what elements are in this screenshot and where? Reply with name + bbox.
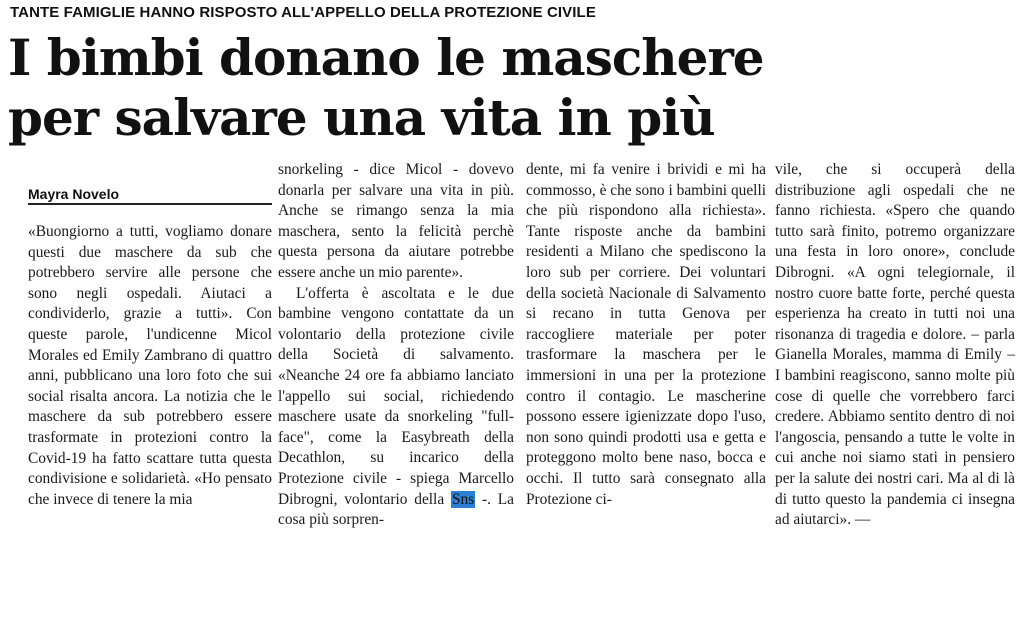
column-2-text-before: L'offerta è ascoltata e le due bambine vengono contattate da un volontario della protezione civile della Società di salvamento. «Neanche 24 ore fa abbiamo lanciato l'appello sui social, richiedendo maschere usate da snorkeling "full-face", come la Easybreath della Decathlon, su incarico della Protezione civile - spiega Marcello Dibrogni, volontario della	[278, 284, 514, 508]
highlighted-selection[interactable]: Sns	[451, 490, 475, 508]
column-3	[526, 160, 766, 510]
headline	[8, 28, 1018, 148]
column-3-text: dente, mi fa venire i brividi e mi ha commosso, è che sono i bambini quelli che più rispondono alla richiesta». Tante risposte anche da bambini residenti a Milano che spediscono la loro sub per corriere. Dei voluntari della società Nacionale di Salvamento si recano in tutta Genova per raccogliere materiale per poter trasformare la maschera per le immersioni in una per la protezione contro il contagio. Le mascherine possono essere igienizzate dopo l'uso, non sono quindi prodotti usa e getta e proteggono molto bene naso, bocca e occhi. Il tutto sarà consegnato alla Protezione ci-	[526, 161, 766, 508]
headline-line-1: I bimbi donano le maschere	[8, 28, 764, 87]
column-2-paragraph-2	[278, 284, 514, 531]
column-4-text: vile, che si occuperà della distribuzione agli ospedali che ne fanno richiesta. «Spero che quando tutto sarà finito, potremo organizzare una festa in loro onore», conclude Dibrogni. «A ogni telegiornale, il nostro cuore batte forte, perché questa esperienza ha creato in tutti noi una risonanza di tragedia e dolore. – parla Gianella Morales, mamma di Emily – I bambini reagiscono, sanno molte più cose di quelle che vorrebbero farci credere. Abbiamo sentito dentro di noi l'angoscia, pensando a tutte le volte in cui anche noi siamo stati in pensiero per la salute dei nostri cari. Ma al di là di tutto questo la pandemia ci insegna ad aiutarci». —	[775, 161, 1015, 529]
byline: Mayra Novelo	[28, 186, 272, 205]
column-2-paragraph-1: snorkeling - dice Micol - dovevo donarla per salvare una vita in più. Anche se rimango senza la mia maschera, sento la felicità perchè questa persona da aiutare potrebbe essere anche un mio parente».	[278, 161, 514, 281]
column-2-text-after: -. La cosa più sorpren-	[278, 490, 515, 529]
headline-line-2: per salvare una vita in più	[8, 88, 715, 147]
kicker: TANTE FAMIGLIE HANNO RISPOSTO ALL'APPELLO DELLA PROTEZIONE CIVILE	[10, 4, 596, 21]
column-4	[775, 160, 1015, 531]
column-1-text: «Buongiorno a tutti, vogliamo donare questi due maschere da sub che potrebbero servire alle persone che sono negli ospedali. Aiutaci a condividerlo, grazie a tutti». Con queste parole, l'undicenne Micol Morales ed Emily Zambrano di quattro anni, pubblicano una loro foto che sui social risalta ancora. La notizia che le maschere da sub potrebbero essere trasformate in protezioni contro la Covid-19 ha fatto scattare tutta questa condivisione e solidarietà. «Ho pensato che invece di tenere la mia	[28, 223, 272, 508]
column-1	[28, 222, 272, 510]
column-2	[278, 160, 514, 531]
